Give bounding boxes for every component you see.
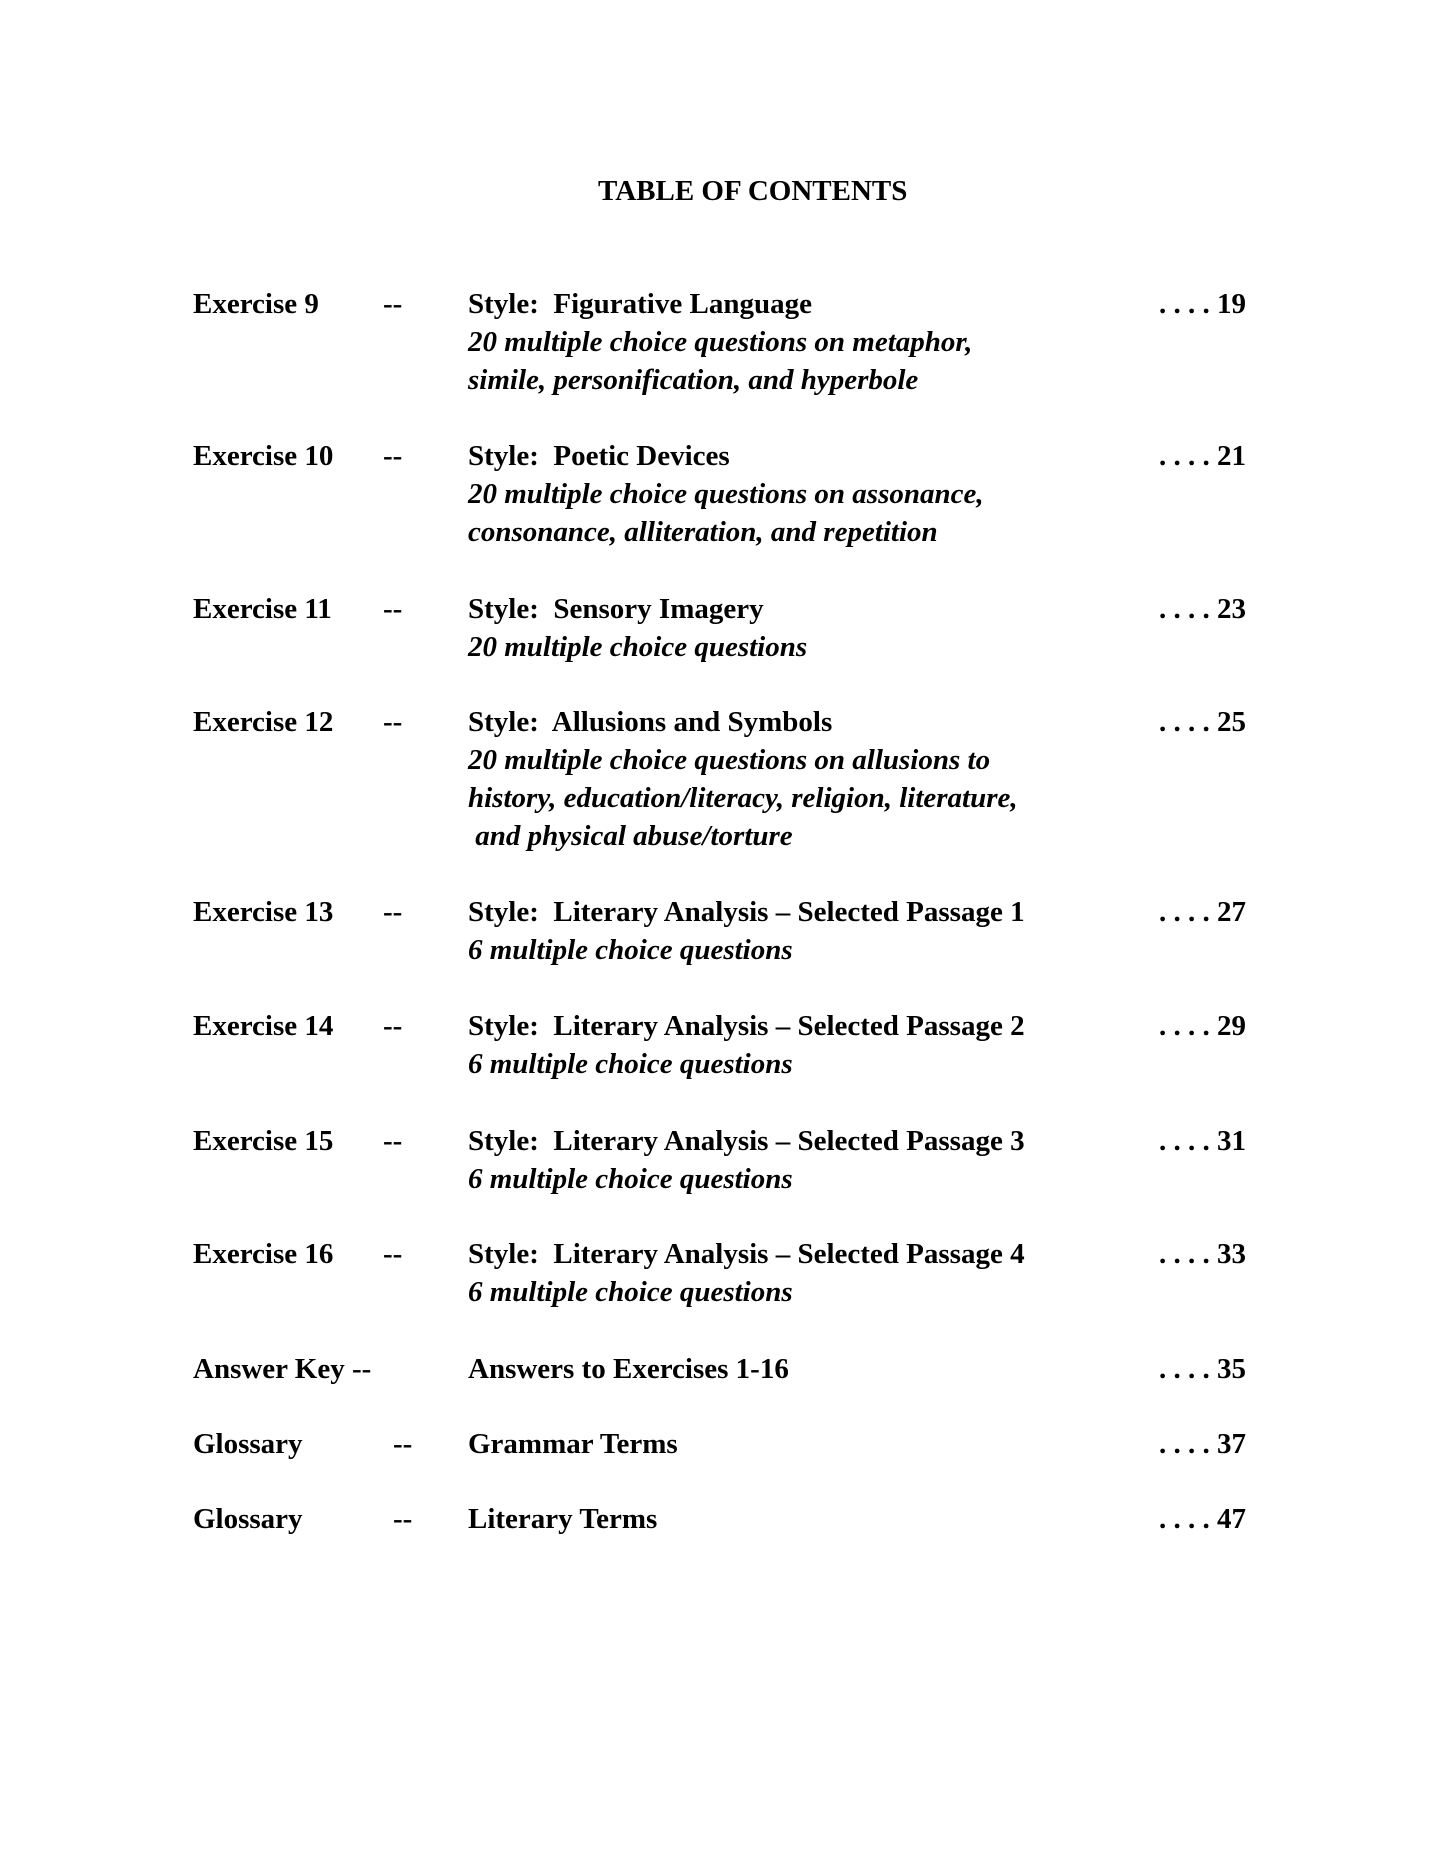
page-number: 47 xyxy=(1217,1503,1246,1535)
entry-label: Exercise 15 xyxy=(193,1125,334,1157)
leader-dots: . . . . xyxy=(1159,593,1210,625)
entry-body xyxy=(468,703,1138,855)
entry-page xyxy=(1159,1235,1246,1273)
entry-description-line: 20 multiple choice questions xyxy=(468,631,808,663)
entry-heading: Style: Literary Analysis – Selected Passage 1 xyxy=(468,896,1025,928)
entry-heading: Style: Figurative Language xyxy=(468,288,812,320)
entry-page xyxy=(1159,437,1246,475)
page-title: TABLE OF CONTENTS xyxy=(598,175,908,207)
entry-separator: -- xyxy=(383,1238,403,1270)
entry-description-line: simile, personification, and hyperbole xyxy=(468,364,919,396)
entry-description-line: 6 multiple choice questions xyxy=(468,934,793,966)
entry-heading: Grammar Terms xyxy=(468,1428,678,1460)
entry-description-line: 6 multiple choice questions xyxy=(468,1163,793,1195)
entry-separator: -- xyxy=(393,1428,413,1460)
entry-heading: Style: Literary Analysis – Selected Passage 2 xyxy=(468,1010,1025,1042)
entry-heading: Style: Sensory Imagery xyxy=(468,593,764,625)
leader-dots: . . . . xyxy=(1159,288,1210,320)
entry-heading: Style: Poetic Devices xyxy=(468,440,730,472)
leader-dots: . . . . xyxy=(1159,706,1210,738)
entry-body xyxy=(468,437,1138,551)
leader-dots: . . . . xyxy=(1159,1353,1210,1385)
entry-separator: -- xyxy=(383,440,403,472)
entry-description-line: and physical abuse/torture xyxy=(468,820,793,852)
entry-page xyxy=(1159,285,1246,323)
entry-body xyxy=(468,1235,1138,1311)
leader-dots: . . . . xyxy=(1159,896,1210,928)
entry-page xyxy=(1159,1500,1246,1538)
entry-body xyxy=(468,1007,1138,1083)
entry-label: Answer Key -- xyxy=(193,1353,372,1385)
entry-body xyxy=(468,1350,1138,1388)
entry-body xyxy=(468,1122,1138,1198)
entry-body xyxy=(468,1425,1138,1463)
leader-dots: . . . . xyxy=(1159,1125,1210,1157)
entry-description-line: 6 multiple choice questions xyxy=(468,1276,793,1308)
entry-label: Glossary xyxy=(193,1503,303,1535)
entry-separator: -- xyxy=(383,593,403,625)
entry-separator: -- xyxy=(383,288,403,320)
entry-label: Exercise 11 xyxy=(193,593,332,625)
entry-page xyxy=(1159,1350,1246,1388)
entry-page xyxy=(1159,703,1246,741)
page-number: 25 xyxy=(1217,706,1246,738)
entry-heading: Literary Terms xyxy=(468,1503,658,1535)
entry-label: Exercise 14 xyxy=(193,1010,334,1042)
leader-dots: . . . . xyxy=(1159,440,1210,472)
entry-page xyxy=(1159,590,1246,628)
page-number: 21 xyxy=(1217,440,1246,472)
leader-dots: . . . . xyxy=(1159,1428,1210,1460)
entry-heading: Style: Allusions and Symbols xyxy=(468,706,833,738)
entry-page xyxy=(1159,1122,1246,1160)
entry-separator: -- xyxy=(383,1125,403,1157)
entry-description-line: history, education/literacy, religion, literature, xyxy=(468,782,1018,814)
page-number: 31 xyxy=(1217,1125,1246,1157)
page-number: 35 xyxy=(1217,1353,1246,1385)
entry-label: Exercise 16 xyxy=(193,1238,334,1270)
entry-separator: -- xyxy=(383,1010,403,1042)
page-number: 27 xyxy=(1217,896,1246,928)
entry-heading: Style: Literary Analysis – Selected Passage 3 xyxy=(468,1125,1025,1157)
entry-page xyxy=(1159,893,1246,931)
page-number: 29 xyxy=(1217,1010,1246,1042)
entry-page xyxy=(1159,1425,1246,1463)
entry-label: Exercise 13 xyxy=(193,896,334,928)
entry-separator: -- xyxy=(383,706,403,738)
entry-separator: -- xyxy=(383,896,403,928)
entry-body xyxy=(468,893,1138,969)
entry-page xyxy=(1159,1007,1246,1045)
page-number: 19 xyxy=(1217,288,1246,320)
entry-heading: Style: Literary Analysis – Selected Passage 4 xyxy=(468,1238,1025,1270)
entry-heading: Answers to Exercises 1-16 xyxy=(468,1353,789,1385)
entry-body xyxy=(468,285,1138,399)
entry-description-line: 20 multiple choice questions on assonance, xyxy=(468,478,984,510)
leader-dots: . . . . xyxy=(1159,1010,1210,1042)
entry-body xyxy=(468,590,1138,666)
entry-description-line: 6 multiple choice questions xyxy=(468,1048,793,1080)
entry-description-line: consonance, alliteration, and repetition xyxy=(468,516,938,548)
leader-dots: . . . . xyxy=(1159,1503,1210,1535)
page-number: 23 xyxy=(1217,593,1246,625)
entry-description-line: 20 multiple choice questions on allusions to xyxy=(468,744,991,776)
page-number: 37 xyxy=(1217,1428,1246,1460)
entry-description-line: 20 multiple choice questions on metaphor, xyxy=(468,326,973,358)
entry-label: Glossary xyxy=(193,1428,303,1460)
entry-body xyxy=(468,1500,1138,1538)
page-number: 33 xyxy=(1217,1238,1246,1270)
entry-label: Exercise 9 xyxy=(193,288,319,320)
entry-separator: -- xyxy=(393,1503,413,1535)
leader-dots: . . . . xyxy=(1159,1238,1210,1270)
entry-label: Exercise 12 xyxy=(193,706,334,738)
entry-label: Exercise 10 xyxy=(193,440,334,472)
